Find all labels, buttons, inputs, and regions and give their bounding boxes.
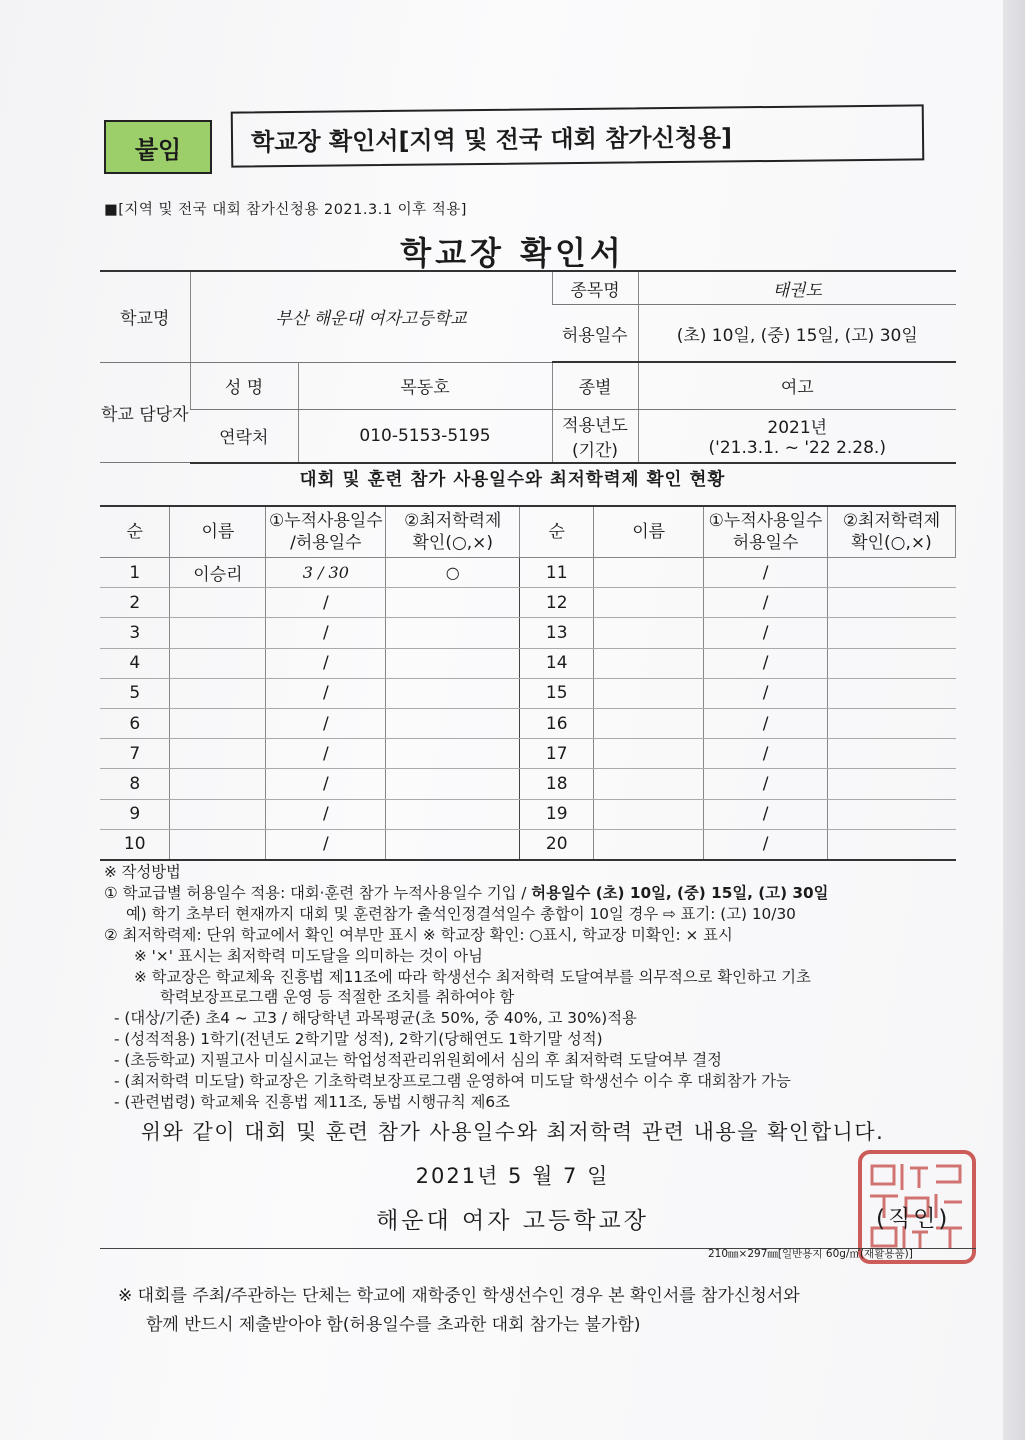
days-used: /	[266, 739, 386, 769]
note-4: ※ 학교장은 학교체육 진흥법 제11조에 따라 학생선수 최저학력 도달여부를 의무적으로 확인하고 기초	[134, 967, 811, 986]
min-academic-check	[386, 678, 520, 708]
manager-label: 학교 담당자	[100, 362, 190, 463]
col-days-right: ①누적사용일수 허용일수	[704, 506, 828, 558]
athlete-name: 이승리	[170, 558, 266, 588]
athlete-name	[594, 648, 704, 678]
row-number: 4	[100, 648, 170, 678]
note-3: ※ '×' 표시는 최저학력 미도달을 의미하는 것이 아님	[134, 946, 483, 965]
days-used: /	[704, 708, 828, 738]
table-row	[100, 829, 956, 860]
attachment-title: 학교장 확인서[지역 및 전국 대회 참가신청용]	[231, 104, 925, 167]
row-number: 13	[520, 618, 594, 648]
row-number: 9	[100, 799, 170, 829]
table-row	[100, 648, 956, 678]
days-used: /	[266, 708, 386, 738]
table-row	[100, 769, 956, 799]
notes-heading: ※ 작성방법	[104, 863, 181, 881]
days-used: 3 / 30	[266, 558, 386, 588]
footer-line-1: ※ 대회를 주최/주관하는 단체는 학교에 재학중인 학생선수인 경우 본 확인서를 참가신청서와	[118, 1286, 800, 1306]
school-name-label: 학교명	[100, 271, 190, 362]
min-academic-check	[828, 829, 956, 860]
athlete-name	[594, 769, 704, 799]
min-academic-check	[828, 739, 956, 769]
row-number: 10	[100, 829, 170, 860]
note-7: - (초등학교) 지필고사 미실시교는 학업성적관리위원회에서 심의 후 최저학력 도달여부 결정	[114, 1051, 722, 1070]
athlete-name	[594, 829, 704, 860]
table-row	[100, 558, 956, 588]
school-info-table	[100, 270, 956, 464]
confirmation-statement: 위와 같이 대회 및 훈련 참가 사용일수와 최저학력 관련 내용을 확인합니다.	[140, 1120, 885, 1144]
days-used: /	[266, 678, 386, 708]
min-academic-check	[828, 678, 956, 708]
athlete-name	[594, 618, 704, 648]
min-academic-check	[828, 558, 956, 588]
athlete-name	[594, 678, 704, 708]
col-days: ①누적사용일수 /허용일수	[266, 506, 386, 558]
athlete-name	[170, 829, 266, 860]
min-academic-check	[386, 618, 520, 648]
min-academic-check	[828, 588, 956, 618]
athlete-name	[170, 588, 266, 618]
min-academic-check	[828, 708, 956, 738]
athlete-name	[170, 648, 266, 678]
table-row	[100, 799, 956, 829]
note-9: - (관련법령) 학교체육 진흥법 제11조, 동법 시행규칙 제6조	[114, 1092, 510, 1111]
row-number: 2	[100, 588, 170, 618]
min-academic-check	[828, 769, 956, 799]
row-number: 17	[520, 739, 594, 769]
days-used: /	[704, 829, 828, 860]
row-number: 19	[520, 799, 594, 829]
row-number: 14	[520, 648, 594, 678]
contact-label: 연락처	[190, 409, 298, 463]
days-used: /	[704, 799, 828, 829]
document-title: 학교장 확인서	[400, 234, 625, 272]
col-name-right: 이름	[594, 506, 704, 558]
min-academic-check	[828, 618, 956, 648]
table-row	[100, 678, 956, 708]
period-text: ('21.3.1. ~ '22 2.28.)	[708, 438, 886, 458]
year-text: 2021년	[767, 418, 828, 438]
paper-spec: 210㎜×297㎜[일반용지 60g/㎡(재활용품)]	[708, 1248, 913, 1260]
days-used: /	[266, 799, 386, 829]
min-academic-check	[828, 648, 956, 678]
min-academic-check	[386, 588, 520, 618]
athlete-name	[594, 739, 704, 769]
manager-name-label: 성 명	[190, 362, 298, 409]
allowed-days-label: 허용일수	[552, 305, 638, 363]
days-used: /	[266, 588, 386, 618]
athlete-name	[594, 558, 704, 588]
days-used: /	[266, 829, 386, 860]
days-used: /	[266, 648, 386, 678]
athlete-name	[170, 678, 266, 708]
row-number: 5	[100, 678, 170, 708]
table-row	[100, 618, 956, 648]
row-number: 1	[100, 558, 170, 588]
note-1-example: 예) 학기 초부터 현재까지 대회 및 훈련참가 출석인정결석일수 총합이 10일 경우 ⇨ 표기: (고) 10/30	[126, 904, 796, 923]
min-academic-check	[386, 799, 520, 829]
year-value	[638, 409, 956, 463]
principal-title: 해운대 여자 고등학교장	[376, 1208, 649, 1234]
event-label: 종목명	[552, 271, 638, 305]
note-4-cont: 학력보장프로그램 운영 등 적절한 조치를 취하여야 함	[160, 988, 515, 1007]
seal-label: (직인)	[876, 1206, 951, 1232]
min-academic-check	[386, 648, 520, 678]
athlete-name	[170, 708, 266, 738]
type-value: 여고	[638, 362, 956, 409]
min-academic-check	[386, 829, 520, 860]
row-number: 7	[100, 739, 170, 769]
col-check-right: ②최저학력제 확인(○,×)	[828, 506, 956, 558]
row-number: 11	[520, 558, 594, 588]
table-row	[100, 588, 956, 618]
instructions	[104, 862, 964, 1113]
table-row	[100, 708, 956, 738]
note-2: ② 최저학력제: 단위 학교에서 확인 여부만 표시 ※ 학교장 확인: ○표시, 학교장 미확인: × 표시	[104, 925, 733, 944]
days-used: /	[266, 618, 386, 648]
issue-date: 2021년 5 월 7 일	[415, 1164, 610, 1188]
year-label: 적용년도 (기간)	[552, 409, 638, 463]
row-number: 16	[520, 708, 594, 738]
min-academic-check: ○	[386, 558, 520, 588]
col-name: 이름	[170, 506, 266, 558]
row-number: 3	[100, 618, 170, 648]
type-label: 종별	[552, 362, 638, 409]
days-used: /	[704, 739, 828, 769]
row-number: 15	[520, 678, 594, 708]
athlete-name	[170, 799, 266, 829]
school-name-value: 부산 해운대 여자고등학교	[190, 271, 552, 362]
attachment-badge: 붙임	[104, 120, 212, 174]
contact-value: 010-5153-5195	[298, 409, 552, 463]
athlete-name	[594, 588, 704, 618]
row-number: 20	[520, 829, 594, 860]
athlete-name	[170, 769, 266, 799]
row-number: 12	[520, 588, 594, 618]
athlete-name	[594, 708, 704, 738]
note-1: ① 학교급별 허용일수 적용: 대회·훈련 참가 누적사용일수 기입 / 허용일수 (초) 10일, (중) 15일, (고) 30일	[104, 883, 829, 902]
table-row	[100, 739, 956, 769]
min-academic-check	[386, 739, 520, 769]
col-check: ②최저학력제 확인(○,×)	[386, 506, 520, 558]
footer-line-2: 함께 반드시 제출받아야 함(허용일수를 초과한 대회 참가는 불가함)	[146, 1315, 641, 1335]
row-number: 8	[100, 769, 170, 799]
row-number: 6	[100, 708, 170, 738]
days-used: /	[704, 678, 828, 708]
days-used: /	[704, 618, 828, 648]
usage-section-title: 대회 및 훈련 참가 사용일수와 최저학력제 확인 현황	[299, 470, 726, 490]
note-5: - (대상/기준) 초4 ~ 고3 / 해당학년 과목평균(초 50%, 중 40%, 고 30%)적용	[114, 1009, 637, 1028]
usage-table	[100, 505, 956, 861]
allowed-days-value: (초) 10일, (중) 15일, (고) 30일	[638, 305, 956, 363]
athlete-name	[594, 799, 704, 829]
min-academic-check	[386, 708, 520, 738]
footer-note	[118, 1282, 800, 1340]
col-no-right: 순	[520, 506, 594, 558]
min-academic-check	[386, 769, 520, 799]
col-no: 순	[100, 506, 170, 558]
row-number: 18	[520, 769, 594, 799]
note-6: - (성적적용) 1학기(전년도 2학기말 성적), 2학기(당해연도 1학기말 성적)	[114, 1030, 603, 1049]
event-value: 태권도	[638, 271, 956, 305]
days-used: /	[704, 769, 828, 799]
scope-note: ■[지역 및 전국 대회 참가신청용 2021.3.1 이후 적용]	[104, 202, 467, 218]
manager-name-value: 목동호	[298, 362, 552, 409]
days-used: /	[266, 769, 386, 799]
days-used: /	[704, 648, 828, 678]
days-used: /	[704, 558, 828, 588]
athlete-name	[170, 739, 266, 769]
min-academic-check	[828, 799, 956, 829]
athlete-name	[170, 618, 266, 648]
note-8: - (최저학력 미도달) 학교장은 기초학력보장프로그램 운영하여 미도달 학생선수 이수 후 대회참가 가능	[114, 1072, 791, 1091]
days-used: /	[704, 588, 828, 618]
